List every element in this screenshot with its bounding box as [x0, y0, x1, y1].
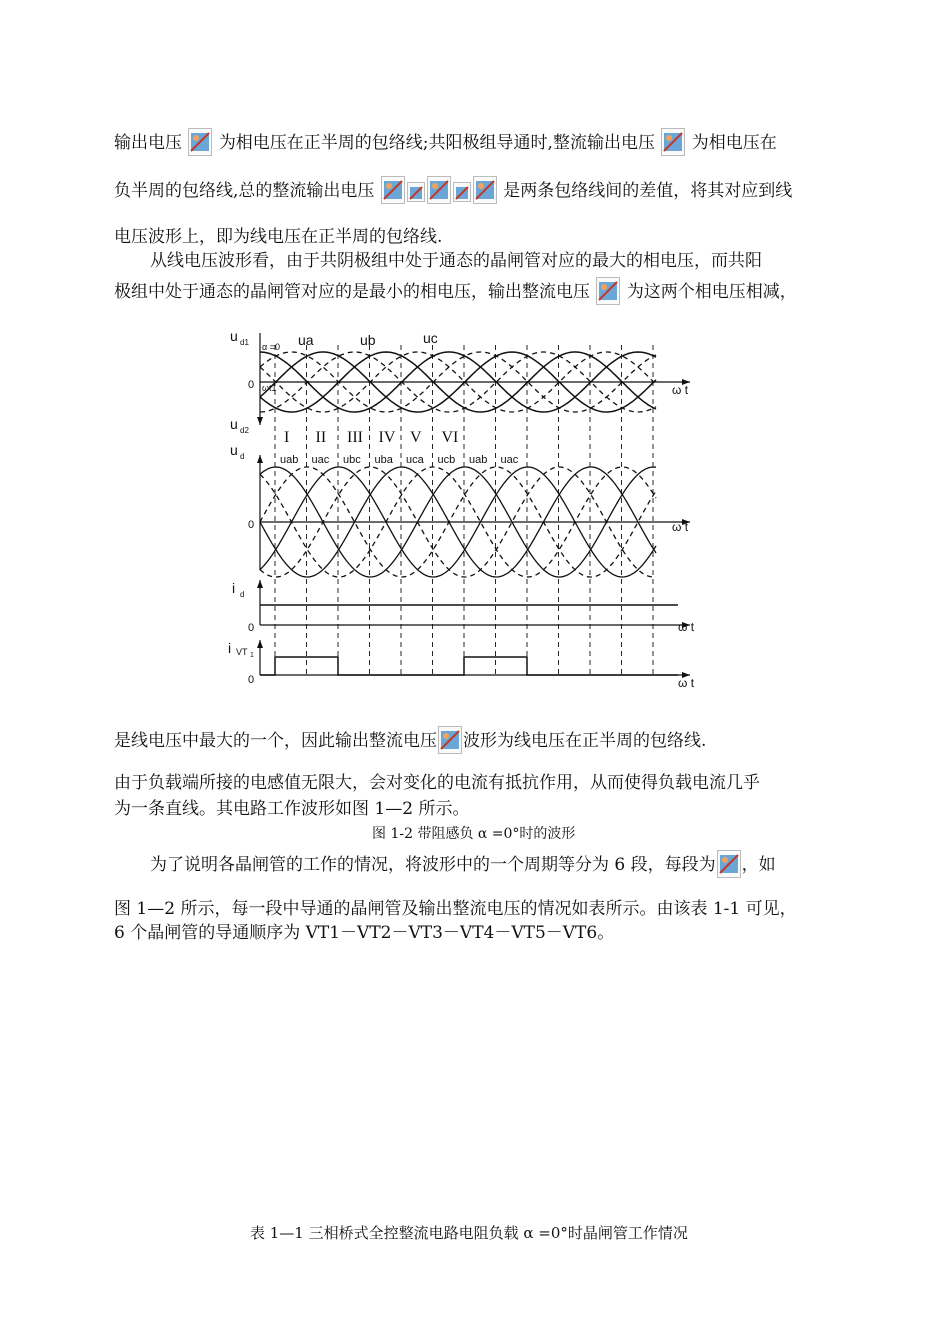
text-line-10: 图 1—2 所示，每一段中导通的晶闸管及输出整流电压的情况如表所示。由该表 1-1 可见，: [114, 899, 797, 919]
text-line-6: [114, 726, 706, 754]
text-fragment: 为这两个相电压相减，: [626, 282, 797, 302]
waveform-curve: [260, 657, 678, 675]
text-fragment: 为相电压在正半周的包络线;共阳极组导通时,整流输出电压: [218, 133, 655, 153]
line-voltage-label: uac: [311, 454, 330, 466]
broken-image-icon: [661, 128, 685, 156]
line-voltage-label: uac: [500, 454, 519, 466]
label-ud-sub: d: [240, 452, 245, 461]
segment-label: IV: [378, 429, 396, 446]
text-fragment: 极组中处于通态的晶闸管对应的是最小的相电压，输出整流电压: [114, 282, 590, 302]
label-ud1-sub: d1: [240, 338, 249, 347]
text-fragment: 为了说明各晶闸管的工作的情况，将波形中的一个周期等分为 6 段，每段为: [150, 855, 716, 875]
label-ivt-sub: VT: [236, 647, 248, 657]
label-ud: u: [230, 442, 238, 458]
text-fragment: ，如: [741, 855, 776, 875]
label-ud1: u: [230, 328, 238, 344]
broken-image-icon: [188, 128, 212, 156]
text-line-8: 为一条直线。其电路工作波形如图 1—2 所示。: [114, 799, 470, 819]
broken-image-icon: [381, 176, 405, 204]
broken-image-icon: [427, 176, 451, 204]
text-line-11: 6 个晶闸管的导通顺序为 VT1－VT2－VT3－VT4－VT5－VT6。: [114, 923, 615, 943]
segment-label: II: [315, 429, 327, 446]
label-uc: uc: [423, 330, 438, 346]
label-ud2: u: [230, 416, 238, 432]
line-voltage-label: uab: [280, 454, 299, 466]
line-voltage-label: ubc: [343, 454, 361, 466]
text-line-4: 从线电压波形看，由于共阴极组中处于通态的晶闸管对应的最大的相电压，而共阳: [150, 251, 762, 271]
text-fragment: 为相电压在: [691, 133, 777, 153]
label-wt: ω t: [678, 620, 695, 634]
table-caption: 表 1—1 三相桥式全控整流电路电阻负载 α =0°时晶闸管工作情况: [250, 1224, 688, 1242]
label-ub: ub: [360, 332, 376, 348]
text-fragment: 是两条包络线间的差值，将其对应到线: [503, 181, 793, 201]
label-ivt-subsub: 1: [250, 652, 254, 659]
label-ua: ua: [298, 332, 314, 348]
broken-image-icon: [596, 277, 620, 305]
segment-label: III: [347, 429, 363, 446]
line-voltage-label: uca: [406, 454, 424, 466]
text-line-3: 电压波形上，即为线电压在正半周的包络线.: [114, 227, 443, 247]
label-alpha: α =0: [262, 342, 280, 352]
segment-label: VI: [441, 429, 459, 446]
label-wt: ω t: [678, 676, 695, 690]
label-id: i: [232, 580, 236, 596]
text-line-5: [114, 277, 797, 305]
broken-image-icon: [407, 182, 425, 202]
text-fragment: 是线电压中最大的一个，因此输出整流电压: [114, 731, 437, 751]
broken-image-icon: [453, 182, 471, 202]
segment-label: V: [410, 429, 422, 446]
segment-label: I: [284, 429, 290, 446]
label-wt1: ωt1: [262, 383, 277, 393]
label-wt: ω t: [672, 383, 689, 397]
broken-image-icon: [438, 726, 462, 754]
text-line-1: [114, 128, 777, 156]
line-voltage-label: ucb: [437, 454, 456, 466]
waveform-figure: [220, 325, 710, 705]
line-voltage-label: uba: [374, 454, 393, 466]
text-line-9: [150, 850, 776, 878]
line-voltage-label: uab: [469, 454, 488, 466]
label-wt: ω t: [672, 520, 689, 534]
figure-caption: 图 1-2 带阻感负 α =0°时的波形: [372, 826, 576, 842]
label-zero: 0: [248, 519, 255, 531]
label-ivt: i: [228, 640, 232, 656]
broken-image-icon: [717, 850, 741, 878]
label-zero: 0: [248, 379, 255, 391]
text-fragment: 波形为线电压在正半周的包络线.: [463, 731, 707, 751]
text-line-2: [114, 176, 792, 204]
label-id-sub: d: [240, 590, 245, 599]
text-fragment: 输出电压: [114, 133, 182, 153]
broken-image-icon: [473, 176, 497, 204]
text-line-7: 由于负载端所接的电感值无限大，会对变化的电流有抵抗作用，从而使得负载电流几乎: [114, 773, 760, 793]
label-zero: 0: [248, 674, 255, 686]
axis-arrows: [257, 379, 690, 678]
label-zero: 0: [248, 622, 255, 634]
text-fragment: 负半周的包络线,总的整流输出电压: [114, 181, 375, 201]
label-ud2-sub: d2: [240, 426, 249, 435]
